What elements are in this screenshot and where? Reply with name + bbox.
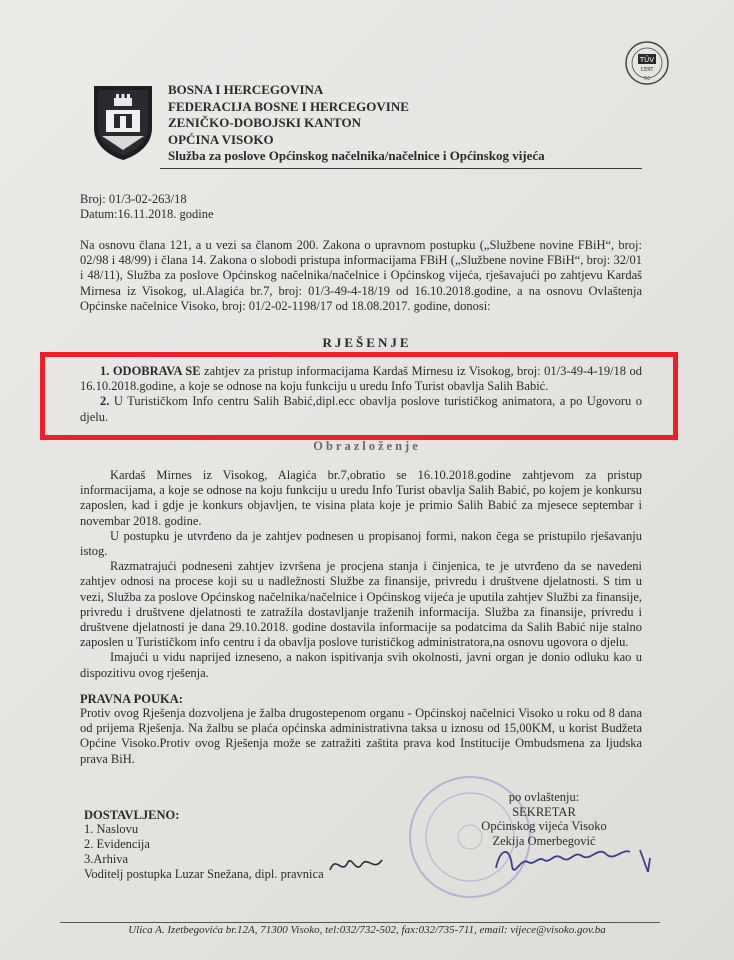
document-number: Broj: 01/3-02-263/18 — [80, 192, 187, 206]
handwritten-signature-icon — [490, 838, 660, 888]
decision-title: RJEŠENJE — [322, 335, 412, 350]
reasoning-paragraph: Imajući u vidu naprijed izneseno, a nakon ispitivanja svih okolnosti, javni organ je donio odluku kao u dispozitivu ovog rješenja. — [80, 650, 642, 680]
tuv-sub: TIC — [643, 76, 651, 81]
letterhead — [168, 82, 545, 165]
item-text: zahtjev za pristup informacijama Kardaš Mirnesu iz Visokog, broj: 01/3-49-4-19/18 od 16.10.2018.godine, a koje se odnose na koju funkciju u uredu Info Turist obavlja Salih Babić. — [80, 364, 642, 394]
document-date: Datum:16.11.2018. godine — [80, 207, 214, 221]
reasoning-paragraph: Kardaš Mirnes iz Visokog, Alagića br.7,obratio se 16.10.2018.godine zahtjevom za pristup informacijama, a koje se odnose na koju funkciju u uredu Info Turist obavlja Salih Babić, po kojem je konkursu zaposlen, kad i gdje je konkurs objavljen, te visina plata koje je primio Salih Babić za mjesece septembar i novembar 2018. godine. — [80, 468, 642, 528]
tuv-cert-logo-icon — [624, 40, 670, 86]
delivered-list — [84, 822, 324, 882]
reasoning-paragraph: U postupku je utvrđeno da je zahtjev podnesen u propisanoj formi, nakon čega se pristupilo rješavanju istog. — [80, 528, 642, 559]
case-handler-signature-icon — [326, 850, 386, 880]
legal-remedy-title: PRAVNA POUKA: — [80, 692, 183, 706]
delivered-title: DOSTAVLJENO: — [84, 808, 180, 822]
header-divider — [160, 168, 642, 169]
letterhead-municipality: OPĆINA VISOKO — [168, 131, 274, 147]
letterhead-canton: ZENIČKO-DOBOJSKI KANTON — [168, 115, 361, 130]
reasoning-paragraph: Razmatrajući podneseni zahtjev izvršena je procjena stanja i činjenica, te je utvrđeno da se navedeni zahtjev odnosi na procese koji su u nadležnosti Službe za finansije, privredu i društvene djelatnosti. S tim u vezi, Služba za poslove Općinskog načelnika/načelnice i Općinskog vijeća je uputila zahtjev Službi za finansije, privredu i društvene djelatnosti te zatražila dostavljanje traženih informacija. Služba za finansije, privredu i društvene djelatnosti je dana 29.10.2018. godine dostavila informacije sa podatcima da Salih Babić nije stalno zaposlen u Turističkom info centru i da obavlja poslove turističkog administratora,na osnovu ugovora o djelu. — [80, 559, 642, 650]
tuv-brand: TÜV — [639, 56, 655, 64]
document-meta — [80, 192, 214, 222]
signatory-role: SEKRETAR — [512, 804, 576, 819]
delivered-item: 1. Naslovu — [84, 822, 139, 836]
footer-address: Ulica A. Izetbegovića br.12A, 71300 Visoko, tel:032/732-502, fax:032/735-711, email: vijece@visoko.gov.ba — [128, 924, 606, 936]
reasoning-title: Obrazloženje — [313, 439, 421, 453]
signatory-authorization: po ovlaštenju: — [508, 790, 580, 804]
item-bold: ODOBRAVA SE — [112, 364, 201, 378]
footer-divider — [60, 922, 660, 923]
delivered-item: 3.Arhiva — [84, 852, 129, 866]
legal-remedy-text: Protiv ovog Rješenja dozvoljena je žalba drugostepenom organu - Općinskoj načelnici Visoko u roku od 8 dana od prijema Rješenja. Na žalbu se plaća općinska administrativna taksa u iznosu od 15,00KM, u korist Budžeta Općine Visoko.Protiv ovog Rješenja može se zatražiti zaštita prava kod Institucije Ombudsmena za ljudska prava BiH. — [80, 706, 642, 766]
tuv-label: CERT — [640, 67, 654, 73]
item-number: 1. — [100, 364, 110, 378]
highlight-box — [40, 352, 678, 440]
letterhead-service: Služba za poslove Općinskog načelnika/načelnice i Općinskog vijeća — [168, 148, 545, 163]
letterhead-federation: FEDERACIJA BOSNE I HERCEGOVINE — [168, 98, 409, 114]
signatory-body: Općinskog vijeća Visoko — [481, 819, 607, 833]
item-text: U Turističkom Info centru Salih Babić,dipl.ecc obavlja poslove turističkog animatora, a po Ugovoru o djelu. — [80, 394, 642, 424]
signatory-name: Zekija Omerbegović — [492, 833, 596, 848]
letterhead-country: BOSNA I HERCEGOVINA — [168, 82, 324, 97]
item-number: 2. — [100, 394, 110, 409]
reasoning-section — [80, 468, 642, 681]
intro-paragraph: Na osnovu člana 121, a u vezi sa članom 200. Zakona o upravnom postupku („Službene novine FBiH“, broj: 02/98 i 48/99) i člana 14. Zakona o slobodi pristupa informacijama FBiH („Službene novine FBiH“, broj: 32/01 i 48/11), Služba za poslove Općinskog načelnika/načelnice i Općinskog vijeća, rješavajući po zahtjevu Kardaš Mirnesa iz Visokog, ul.Alagića br.7, broj: 01/3-49-4-18/19 od 16.10.2018.godine, a na osnovu Ovlaštenja Općinske načelnice Visoko, broj: 01/2-02-1198/17 od 18.08.2017. godine, donosi: — [80, 238, 642, 313]
municipality-crest-icon — [92, 84, 154, 162]
delivered-item: 2. Evidencija — [84, 837, 150, 851]
case-handler: Voditelj postupka Luzar Snežana, dipl. pravnica — [84, 867, 324, 881]
